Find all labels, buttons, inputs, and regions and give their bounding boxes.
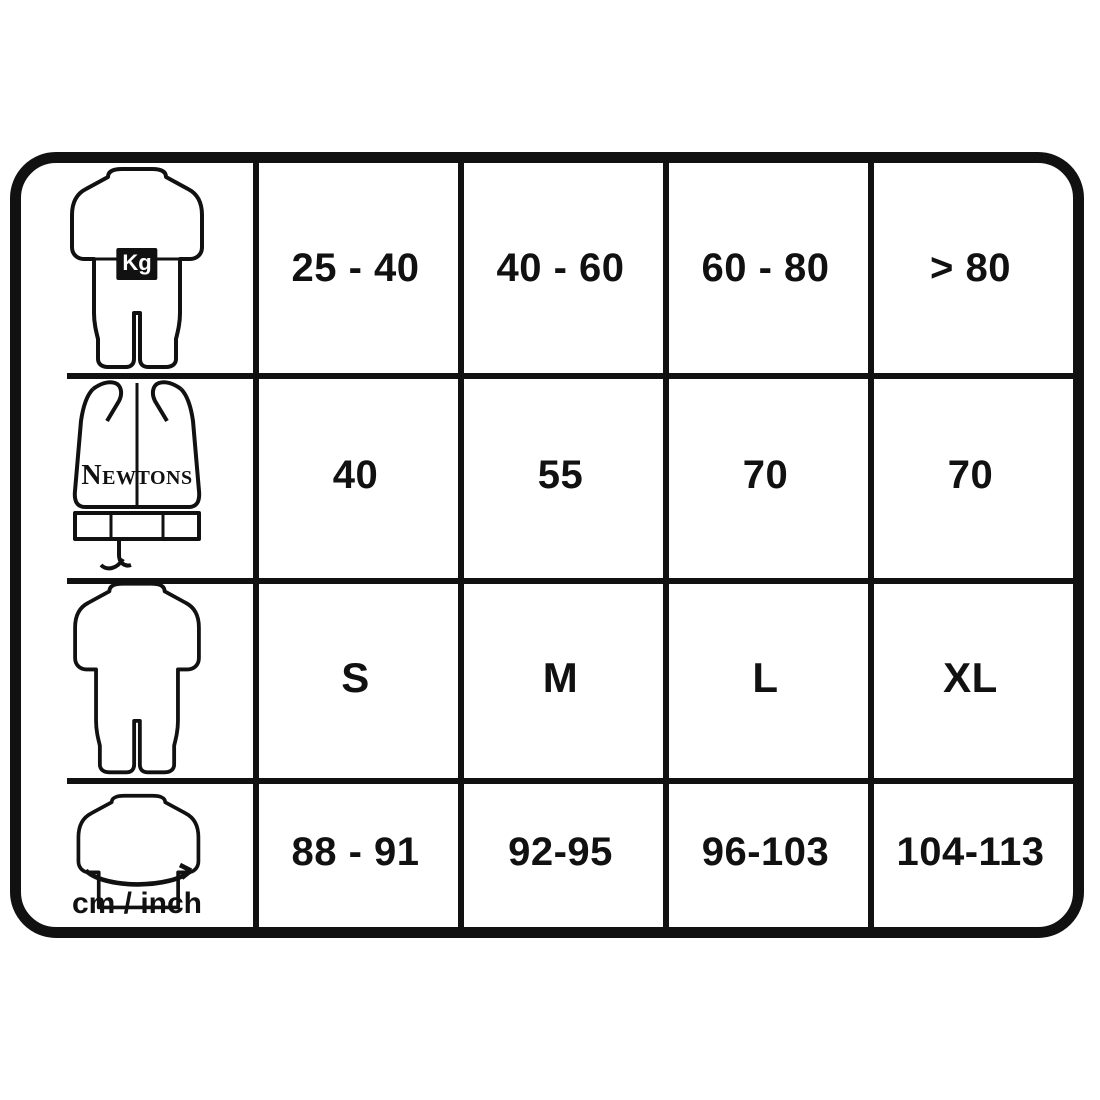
cm-inch-label: cm / inch [71,887,203,920]
cell-weight-m [458,163,663,373]
cell-value: 88 - 91 [291,830,420,874]
cell-size-xl [868,578,1073,778]
table-row [21,778,1073,927]
cell-chest-m [458,778,663,927]
cell-value: XL [943,654,998,701]
kg-badge: Kg [116,248,157,280]
cell-value: 70 [947,453,994,497]
cell-newtons-l [663,373,868,578]
row-weight-icon-cell [21,163,253,373]
cell-value: L [752,654,779,701]
table-row [21,373,1073,578]
row-newtons-icon-cell [21,373,253,578]
table-row [21,163,1073,373]
cell-value: M [542,654,579,701]
cell-value: 40 [332,453,379,497]
cell-chest-l [663,778,868,927]
cell-value: 25 - 40 [291,245,420,290]
cell-chest-xl [868,778,1073,927]
cell-size-m [458,578,663,778]
cell-newtons-xl [868,373,1073,578]
newtons-label: NEWTONS [81,459,193,491]
cell-value: 40 - 60 [496,245,625,290]
cell-weight-s [253,163,458,373]
cell-value: 104-113 [896,830,1045,874]
cell-weight-l [663,163,868,373]
size-chart-frame [10,152,1084,938]
cell-size-l [663,578,868,778]
cell-value: 60 - 80 [701,245,830,290]
buoyancy-vest-icon [21,373,253,578]
cell-value: 96-103 [701,830,830,874]
wetsuit-weight-icon [21,163,253,373]
row-chest-icon-cell [21,778,253,927]
cell-value: 55 [537,453,584,497]
cell-weight-xl [868,163,1073,373]
table-row [21,578,1073,778]
wetsuit-size-icon [21,578,253,778]
cell-newtons-s [253,373,458,578]
cell-size-s [253,578,458,778]
row-size-icon-cell [21,578,253,778]
cell-value: 70 [742,453,789,497]
cell-chest-s [253,778,458,927]
cell-value: S [341,654,370,701]
cell-newtons-m [458,373,663,578]
cell-value: 92-95 [508,830,613,874]
cell-value: > 80 [930,245,1011,290]
size-chart-table [21,163,1073,927]
